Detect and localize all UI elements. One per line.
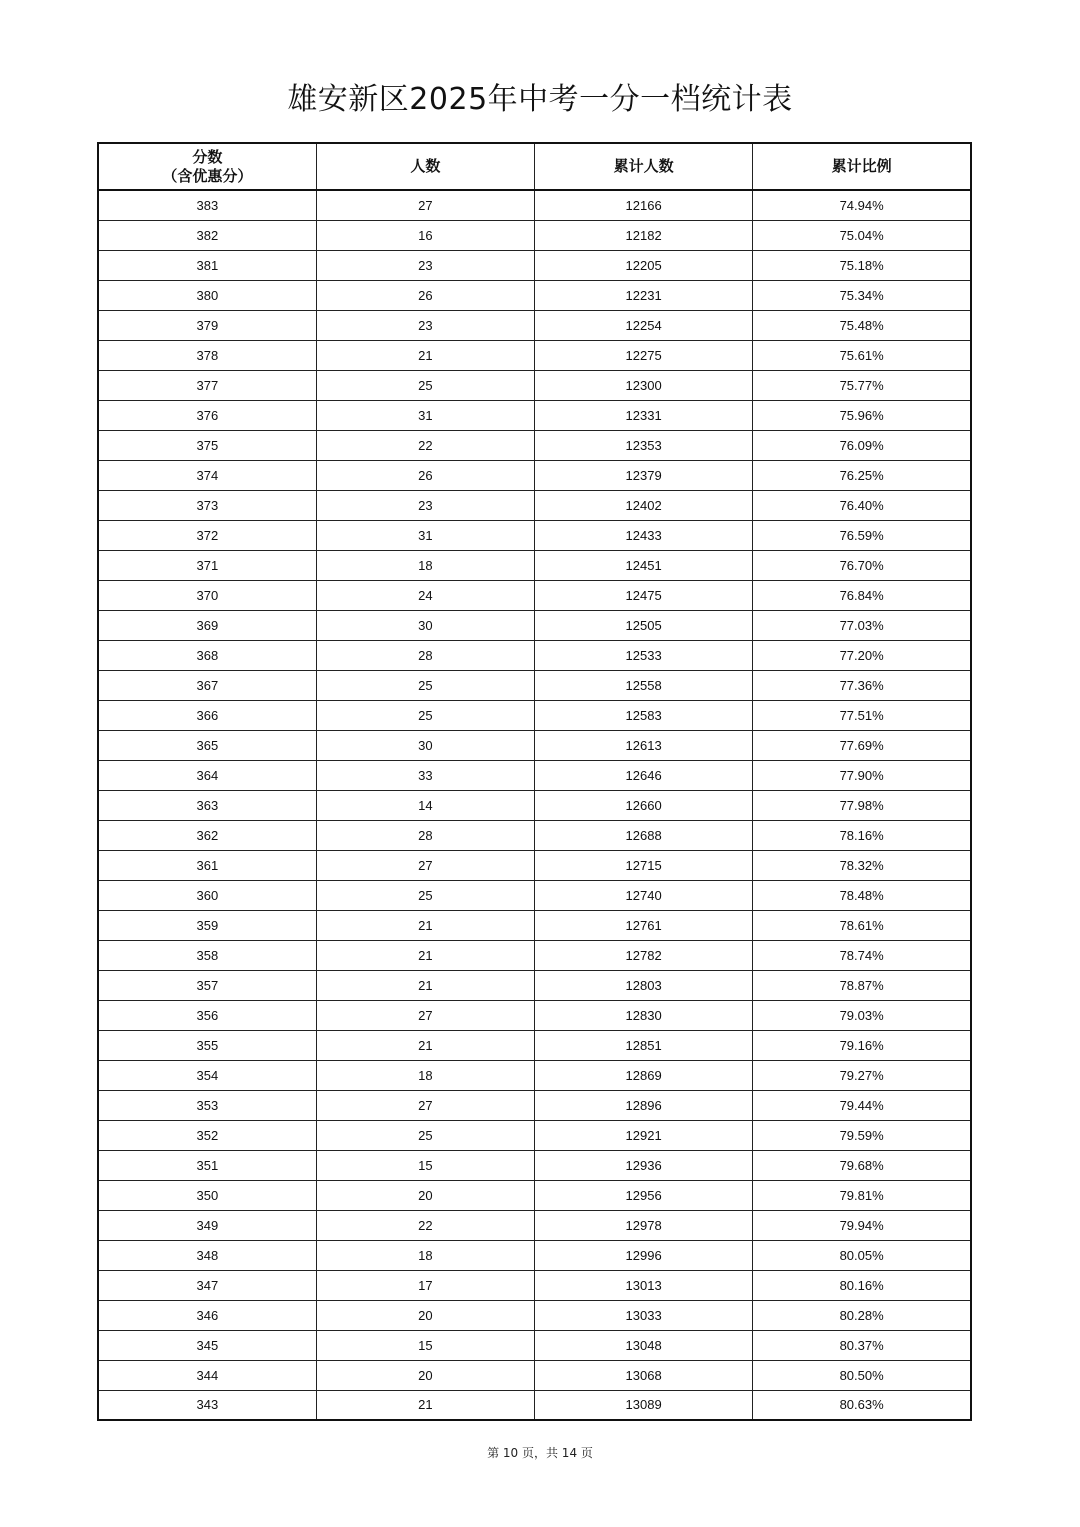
table-row — [98, 850, 971, 880]
count-cell: 21 — [316, 910, 534, 940]
table-row — [98, 490, 971, 520]
score-cell: 376 — [98, 400, 316, 430]
count-cell: 21 — [316, 1390, 534, 1420]
page-footer: 第 10 页，共 14 页 — [487, 1446, 593, 1460]
table-row — [98, 190, 971, 220]
cumulative-ratio-cell: 76.59% — [753, 520, 971, 550]
cumulative-ratio-cell: 76.70% — [753, 550, 971, 580]
cumulative-ratio-cell: 77.20% — [753, 640, 971, 670]
score-cell: 344 — [98, 1360, 316, 1390]
cumulative-count-cell: 12761 — [535, 910, 753, 940]
score-cell: 352 — [98, 1120, 316, 1150]
count-cell: 14 — [316, 790, 534, 820]
score-cell: 381 — [98, 250, 316, 280]
cumulative-ratio-cell: 80.16% — [753, 1270, 971, 1300]
count-cell: 15 — [316, 1150, 534, 1180]
score-cell: 383 — [98, 190, 316, 220]
count-cell: 23 — [316, 250, 534, 280]
score-cell: 375 — [98, 430, 316, 460]
count-cell: 18 — [316, 1060, 534, 1090]
score-cell: 358 — [98, 940, 316, 970]
score-cell: 364 — [98, 760, 316, 790]
column-header-cumulative-ratio: 累计比例 — [753, 143, 971, 190]
cumulative-ratio-cell: 75.61% — [753, 340, 971, 370]
score-cell: 355 — [98, 1030, 316, 1060]
count-cell: 22 — [316, 430, 534, 460]
count-cell: 31 — [316, 520, 534, 550]
column-header-count: 人数 — [316, 143, 534, 190]
table-row — [98, 1030, 971, 1060]
table-body — [98, 190, 971, 1420]
cumulative-count-cell: 13013 — [535, 1270, 753, 1300]
cumulative-ratio-cell: 79.94% — [753, 1210, 971, 1240]
score-cell: 361 — [98, 850, 316, 880]
cumulative-count-cell: 12182 — [535, 220, 753, 250]
column-header-cumulative-count: 累计人数 — [535, 143, 753, 190]
score-cell: 379 — [98, 310, 316, 340]
cumulative-ratio-cell: 80.28% — [753, 1300, 971, 1330]
score-cell: 357 — [98, 970, 316, 1000]
cumulative-ratio-cell: 77.98% — [753, 790, 971, 820]
score-cell: 368 — [98, 640, 316, 670]
table-row — [98, 1390, 971, 1420]
cumulative-count-cell: 12254 — [535, 310, 753, 340]
count-cell: 22 — [316, 1210, 534, 1240]
cumulative-count-cell: 12353 — [535, 430, 753, 460]
cumulative-ratio-cell: 80.50% — [753, 1360, 971, 1390]
table-row — [98, 1240, 971, 1270]
table-row — [98, 1120, 971, 1150]
cumulative-count-cell: 12300 — [535, 370, 753, 400]
count-cell: 18 — [316, 550, 534, 580]
table-row — [98, 760, 971, 790]
table-row — [98, 460, 971, 490]
count-cell: 24 — [316, 580, 534, 610]
table-row — [98, 1150, 971, 1180]
table-row — [98, 640, 971, 670]
score-cell: 373 — [98, 490, 316, 520]
score-cell: 366 — [98, 700, 316, 730]
score-cell: 370 — [98, 580, 316, 610]
cumulative-count-cell: 12715 — [535, 850, 753, 880]
score-distribution-table — [97, 142, 972, 1421]
cumulative-ratio-cell: 77.03% — [753, 610, 971, 640]
cumulative-ratio-cell: 79.27% — [753, 1060, 971, 1090]
cumulative-ratio-cell: 76.40% — [753, 490, 971, 520]
cumulative-count-cell: 12558 — [535, 670, 753, 700]
cumulative-count-cell: 13033 — [535, 1300, 753, 1330]
cumulative-ratio-cell: 80.05% — [753, 1240, 971, 1270]
count-cell: 33 — [316, 760, 534, 790]
cumulative-count-cell: 12740 — [535, 880, 753, 910]
cumulative-count-cell: 12475 — [535, 580, 753, 610]
cumulative-ratio-cell: 75.04% — [753, 220, 971, 250]
cumulative-ratio-cell: 79.68% — [753, 1150, 971, 1180]
page-title: 雄安新区2025年中考一分一档统计表 — [287, 82, 793, 117]
cumulative-count-cell: 12331 — [535, 400, 753, 430]
cumulative-ratio-cell: 75.96% — [753, 400, 971, 430]
cumulative-ratio-cell: 75.34% — [753, 280, 971, 310]
table-row — [98, 910, 971, 940]
table-row — [98, 970, 971, 1000]
count-cell: 21 — [316, 1030, 534, 1060]
cumulative-ratio-cell: 75.48% — [753, 310, 971, 340]
cumulative-count-cell: 12231 — [535, 280, 753, 310]
cumulative-count-cell: 13048 — [535, 1330, 753, 1360]
table-row — [98, 730, 971, 760]
count-cell: 25 — [316, 1120, 534, 1150]
cumulative-count-cell: 12956 — [535, 1180, 753, 1210]
count-cell: 25 — [316, 370, 534, 400]
cumulative-ratio-cell: 77.90% — [753, 760, 971, 790]
table-row — [98, 1090, 971, 1120]
count-cell: 27 — [316, 1000, 534, 1030]
cumulative-count-cell: 12782 — [535, 940, 753, 970]
score-cell: 362 — [98, 820, 316, 850]
count-cell: 23 — [316, 310, 534, 340]
score-cell: 343 — [98, 1390, 316, 1420]
cumulative-count-cell: 12851 — [535, 1030, 753, 1060]
count-cell: 27 — [316, 190, 534, 220]
score-cell: 360 — [98, 880, 316, 910]
table-row — [98, 610, 971, 640]
score-cell: 372 — [98, 520, 316, 550]
cumulative-ratio-cell: 78.32% — [753, 850, 971, 880]
cumulative-ratio-cell: 76.09% — [753, 430, 971, 460]
cumulative-count-cell: 12830 — [535, 1000, 753, 1030]
score-cell: 380 — [98, 280, 316, 310]
cumulative-count-cell: 13068 — [535, 1360, 753, 1390]
cumulative-ratio-cell: 78.87% — [753, 970, 971, 1000]
table-row — [98, 520, 971, 550]
cumulative-count-cell: 12451 — [535, 550, 753, 580]
count-cell: 28 — [316, 640, 534, 670]
score-cell: 382 — [98, 220, 316, 250]
cumulative-ratio-cell: 75.77% — [753, 370, 971, 400]
score-cell: 353 — [98, 1090, 316, 1120]
score-cell: 347 — [98, 1270, 316, 1300]
count-cell: 25 — [316, 880, 534, 910]
table-row — [98, 1270, 971, 1300]
cumulative-ratio-cell: 76.84% — [753, 580, 971, 610]
table-row — [98, 1330, 971, 1360]
score-cell: 350 — [98, 1180, 316, 1210]
table-row — [98, 280, 971, 310]
cumulative-count-cell: 12613 — [535, 730, 753, 760]
cumulative-count-cell: 12533 — [535, 640, 753, 670]
table-row — [98, 550, 971, 580]
score-cell: 367 — [98, 670, 316, 700]
count-cell: 18 — [316, 1240, 534, 1270]
score-cell: 348 — [98, 1240, 316, 1270]
cumulative-count-cell: 12379 — [535, 460, 753, 490]
cumulative-ratio-cell: 75.18% — [753, 250, 971, 280]
cumulative-ratio-cell: 78.74% — [753, 940, 971, 970]
cumulative-count-cell: 12583 — [535, 700, 753, 730]
table-row — [98, 820, 971, 850]
cumulative-ratio-cell: 77.51% — [753, 700, 971, 730]
column-header-score-line2: （含优惠分） — [162, 166, 253, 185]
cumulative-ratio-cell: 79.81% — [753, 1180, 971, 1210]
count-cell: 20 — [316, 1180, 534, 1210]
table-row — [98, 1210, 971, 1240]
score-cell: 374 — [98, 460, 316, 490]
cumulative-count-cell: 12803 — [535, 970, 753, 1000]
table-header-row — [98, 143, 971, 190]
score-cell: 345 — [98, 1330, 316, 1360]
cumulative-count-cell: 12921 — [535, 1120, 753, 1150]
cumulative-count-cell: 12978 — [535, 1210, 753, 1240]
count-cell: 25 — [316, 700, 534, 730]
cumulative-count-cell: 12660 — [535, 790, 753, 820]
table-row — [98, 700, 971, 730]
count-cell: 21 — [316, 970, 534, 1000]
score-cell: 359 — [98, 910, 316, 940]
cumulative-count-cell: 12402 — [535, 490, 753, 520]
cumulative-count-cell: 12433 — [535, 520, 753, 550]
cumulative-count-cell: 12505 — [535, 610, 753, 640]
column-header-score-line1: 分数 — [192, 147, 223, 166]
cumulative-count-cell: 12996 — [535, 1240, 753, 1270]
count-cell: 31 — [316, 400, 534, 430]
count-cell: 15 — [316, 1330, 534, 1360]
cumulative-count-cell: 13089 — [535, 1390, 753, 1420]
cumulative-ratio-cell: 78.48% — [753, 880, 971, 910]
cumulative-ratio-cell: 79.16% — [753, 1030, 971, 1060]
cumulative-ratio-cell: 77.69% — [753, 730, 971, 760]
cumulative-ratio-cell: 79.03% — [753, 1000, 971, 1030]
cumulative-ratio-cell: 76.25% — [753, 460, 971, 490]
count-cell: 28 — [316, 820, 534, 850]
table-row — [98, 1180, 971, 1210]
column-header-score — [98, 143, 316, 190]
score-cell: 365 — [98, 730, 316, 760]
count-cell: 17 — [316, 1270, 534, 1300]
cumulative-count-cell: 12936 — [535, 1150, 753, 1180]
table-row — [98, 1360, 971, 1390]
count-cell: 20 — [316, 1360, 534, 1390]
cumulative-ratio-cell: 74.94% — [753, 190, 971, 220]
score-cell: 346 — [98, 1300, 316, 1330]
score-cell: 378 — [98, 340, 316, 370]
count-cell: 20 — [316, 1300, 534, 1330]
count-cell: 23 — [316, 490, 534, 520]
score-cell: 351 — [98, 1150, 316, 1180]
count-cell: 16 — [316, 220, 534, 250]
count-cell: 30 — [316, 610, 534, 640]
count-cell: 27 — [316, 850, 534, 880]
table-row — [98, 580, 971, 610]
table-row — [98, 1000, 971, 1030]
cumulative-ratio-cell: 77.36% — [753, 670, 971, 700]
table-row — [98, 880, 971, 910]
table-row — [98, 370, 971, 400]
cumulative-count-cell: 12275 — [535, 340, 753, 370]
cumulative-ratio-cell: 79.44% — [753, 1090, 971, 1120]
count-cell: 25 — [316, 670, 534, 700]
table-row — [98, 940, 971, 970]
count-cell: 21 — [316, 340, 534, 370]
score-cell: 356 — [98, 1000, 316, 1030]
count-cell: 21 — [316, 940, 534, 970]
cumulative-count-cell: 12896 — [535, 1090, 753, 1120]
cumulative-count-cell: 12688 — [535, 820, 753, 850]
cumulative-ratio-cell: 78.61% — [753, 910, 971, 940]
score-cell: 369 — [98, 610, 316, 640]
table-row — [98, 1060, 971, 1090]
table-row — [98, 340, 971, 370]
cumulative-count-cell: 12166 — [535, 190, 753, 220]
cumulative-count-cell: 12205 — [535, 250, 753, 280]
count-cell: 26 — [316, 460, 534, 490]
score-cell: 377 — [98, 370, 316, 400]
score-cell: 354 — [98, 1060, 316, 1090]
cumulative-ratio-cell: 80.37% — [753, 1330, 971, 1360]
score-cell: 349 — [98, 1210, 316, 1240]
cumulative-ratio-cell: 79.59% — [753, 1120, 971, 1150]
cumulative-ratio-cell: 80.63% — [753, 1390, 971, 1420]
table-row — [98, 400, 971, 430]
cumulative-count-cell: 12869 — [535, 1060, 753, 1090]
table-row — [98, 790, 971, 820]
score-cell: 371 — [98, 550, 316, 580]
cumulative-ratio-cell: 78.16% — [753, 820, 971, 850]
table-row — [98, 310, 971, 340]
table-row — [98, 1300, 971, 1330]
table-row — [98, 250, 971, 280]
cumulative-count-cell: 12646 — [535, 760, 753, 790]
count-cell: 27 — [316, 1090, 534, 1120]
count-cell: 26 — [316, 280, 534, 310]
table-row — [98, 430, 971, 460]
table-row — [98, 670, 971, 700]
count-cell: 30 — [316, 730, 534, 760]
table-row — [98, 220, 971, 250]
score-cell: 363 — [98, 790, 316, 820]
